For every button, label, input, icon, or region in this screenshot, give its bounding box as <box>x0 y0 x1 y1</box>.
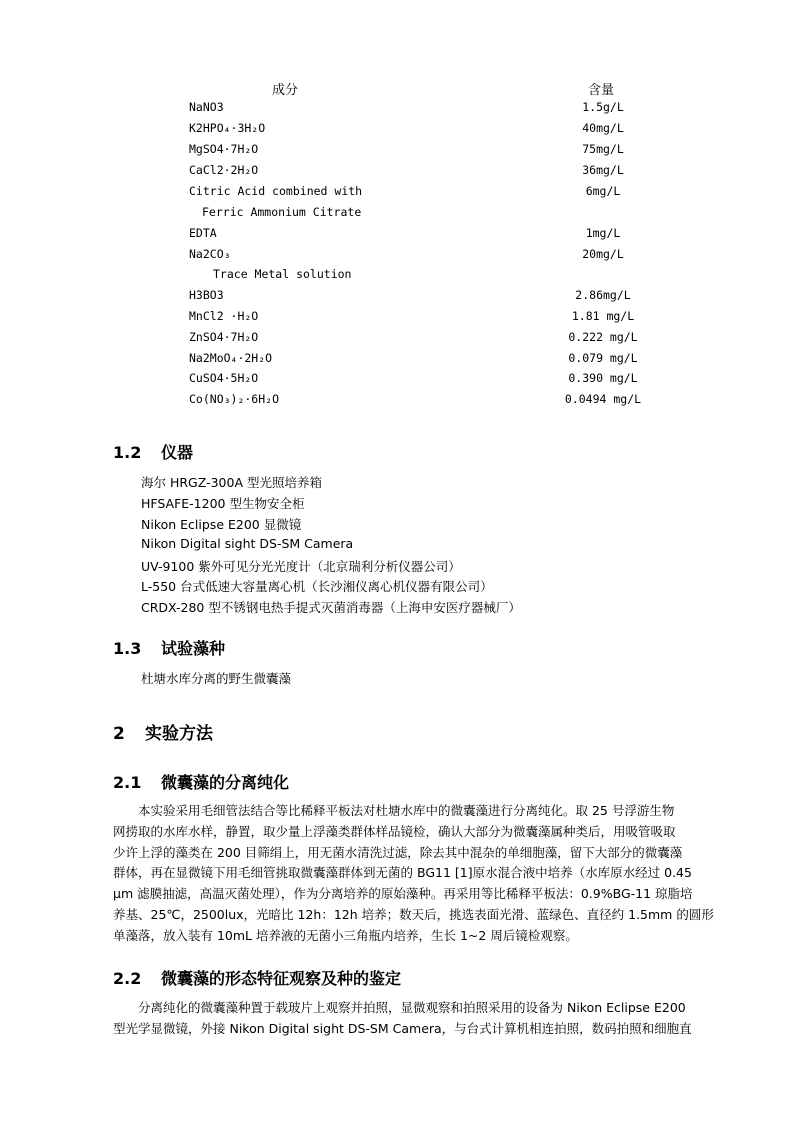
section-number: 1.3 <box>113 639 142 658</box>
list-item: Nikon Digital sight DS-SM Camera <box>141 536 354 551</box>
table-row-name: H3BO3 <box>189 288 224 302</box>
table-row-value: 36mg/L <box>582 163 624 177</box>
section-title: 微囊藻的形态特征观察及种的鉴定 <box>161 969 402 988</box>
list-item: HFSAFE-1200 型生物安全柜 <box>141 496 305 511</box>
list-item: L-550 台式低速大容量离心机（长沙湘仪离心机仪器有限公司） <box>141 579 493 594</box>
section-title: 仪器 <box>161 443 194 462</box>
paragraph-2-2 <box>113 998 745 1040</box>
table-row-value: 20mg/L <box>582 247 624 261</box>
table-row-name: EDTA <box>189 226 217 240</box>
table-row-name: CuSO4·5H₂O <box>189 371 259 385</box>
table-header-component: 成分 <box>272 83 299 98</box>
table-row-value: 0.0494 mg/L <box>564 392 642 406</box>
table-row-name: MnCl2 ·H₂O <box>189 309 259 323</box>
section-heading-2-2 <box>113 966 401 989</box>
paragraph-line: 网捞取的水库水样，静置，取少量上浮藻类群体样品镜检，确认大部分为微囊藻属种类后，用吸管吸取 <box>113 823 676 839</box>
list-item: Nikon Eclipse E200 显微镜 <box>141 517 302 532</box>
table-row-name: Na2CO₃ <box>189 247 231 261</box>
paragraph-line: μm 滤膜抽滤，高温灭菌处理），作为分离培养的原始藻种。再采用等比稀释平板法：0.9%BG-11 琼脂培 <box>113 886 693 902</box>
table-row-name: ZnSO4·7H₂O <box>189 330 259 344</box>
table-row-value: 6mg/L <box>585 184 621 198</box>
table-row-value: 0.390 mg/L <box>568 371 638 385</box>
paragraph-line: 养基、25℃，2500lux，光暗比 12h：12h 培养；数天后，挑选表面光滑、蓝绿色、直径约 1.5mm 的圆形 <box>113 906 714 922</box>
section-number: 2.1 <box>113 773 142 792</box>
section-number: 2.2 <box>113 969 142 988</box>
section-heading-1-2 <box>113 440 193 463</box>
section-number: 1.2 <box>113 443 142 462</box>
section-heading-2 <box>113 719 213 744</box>
list-item: UV-9100 紫外可见分光光度计（北京瑞利分析仪器公司） <box>141 559 461 574</box>
section-heading-2-1 <box>113 770 289 793</box>
paragraph-line: 型光学显微镜，外接 Nikon Digital sight DS-SM Camera，与台式计算机相连拍照，数码拍照和细胞直 <box>113 1020 692 1036</box>
paragraph-line: 单藻落，放入装有 10mL 培养液的无菌小三角瓶内培养，生长 1~2 周后镜检观察。 <box>113 927 578 943</box>
paragraph-line: 群体，再在显微镜下用毛细管挑取微囊藻群体到无菌的 BG11 [1]原水混合液中培养（水库原水经过 0.45 <box>113 865 692 881</box>
table-header-amount: 含量 <box>588 83 615 98</box>
list-item: CRDX-280 型不锈钢电热手提式灭菌消毒器（上海申安医疗器械厂） <box>141 600 521 615</box>
list-item: 海尔 HRGZ-300A 型光照培养箱 <box>141 475 322 490</box>
paragraph-2-1 <box>113 801 745 947</box>
table-row-name: NaNO3 <box>189 100 224 114</box>
table-row-value: 1mg/L <box>585 226 621 240</box>
table-row-name: Citric Acid combined with <box>189 184 363 198</box>
table-row-name: Na2MoO₄·2H₂O <box>189 351 273 365</box>
section-title: 微囊藻的分离纯化 <box>161 773 290 792</box>
table-row-value: 2.86mg/L <box>575 288 631 302</box>
table-row-name: K2HPO₄·3H₂O <box>189 121 266 135</box>
table-row-name: Co(NO₃)₂·6H₂O <box>189 392 280 406</box>
table-row-value: 0.222 mg/L <box>568 330 638 344</box>
table-row-value: 40mg/L <box>582 121 624 135</box>
paragraph-line: 分离纯化的微囊藻种置于载玻片上观察并拍照，显微观察和拍照采用的设备为 Nikon Eclipse E200 <box>113 1000 686 1015</box>
table-row-value: 1.81 mg/L <box>571 309 635 323</box>
table-row-value: 0.079 mg/L <box>568 351 638 365</box>
section-heading-1-3 <box>113 636 225 659</box>
table-row-value: 75mg/L <box>582 142 624 156</box>
paragraph-line: 少许上浮的藻类在 200 目筛绢上，用无菌水清洗过滤，除去其中混杂的单细胞藻，留下大部分的微囊藻 <box>113 844 683 860</box>
section-title: 实验方法 <box>145 724 213 744</box>
section-number: 2 <box>113 724 125 744</box>
paragraph-line: 本实验采用毛细管法结合等比稀释平板法对杜塘水库中的微囊藻进行分离纯化。取 25 号浮游生物 <box>113 803 675 818</box>
table-row-name: CaCl2·2H₂O <box>189 163 259 177</box>
table-row-name: Trace Metal solution <box>213 267 352 281</box>
table-row-name: MgSO4·7H₂O <box>189 142 259 156</box>
table-row-value: 1.5g/L <box>582 100 624 114</box>
section-title: 试验藻种 <box>161 639 226 658</box>
table-row-name: Ferric Ammonium Citrate <box>202 205 362 219</box>
strain-text: 杜塘水库分离的野生微囊藻 <box>141 671 292 686</box>
